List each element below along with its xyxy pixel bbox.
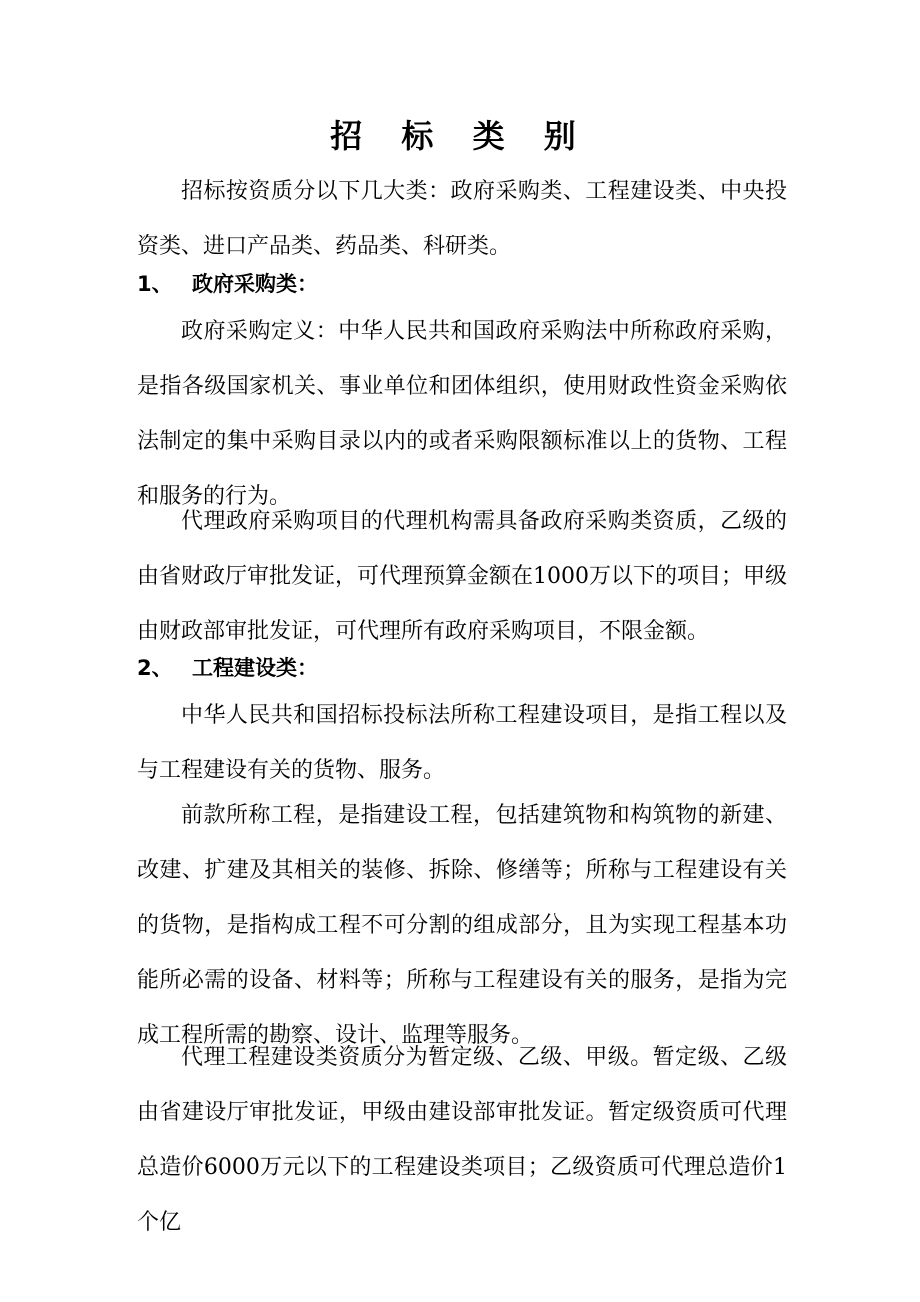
section-heading-government-procurement bbox=[137, 264, 787, 304]
paragraph-procurement-definition: 政府采购定义：中华人民共和国政府采购法中所称政府采购，是指各级国家机关、事业单位和团体组织，使用财政性资金采购依法制定的集中采购目录以内的或者采购限额标准以上的货物、工程和服务的行为。 bbox=[137, 319, 787, 509]
section-number: 2、 bbox=[137, 656, 173, 680]
paragraph-construction-definition: 中华人民共和国招标投标法所称工程建设项目，是指工程以及与工程建设有关的货物、服务。 bbox=[137, 703, 787, 783]
section-heading-label: 工程建设类： bbox=[192, 656, 318, 680]
section-number: 1、 bbox=[137, 272, 173, 296]
paragraph-construction-scope: 前款所称工程，是指建设工程，包括建筑物和构筑物的新建、改建、扩建及其相关的装修、拆除、修缮等；所称与工程建设有关的货物，是指构成工程不可分割的组成部分，且为实现工程基本功能所必需的设备、材料等；所称与工程建设有关的服务，是指为完成工程所需的勘察、设计、监理等服务。 bbox=[137, 803, 787, 1048]
section-heading-label: 政府采购类： bbox=[192, 272, 318, 296]
section-heading-construction bbox=[137, 648, 787, 688]
paragraph-construction-qualification: 代理工程建设类资质分为暂定级、乙级、甲级。暂定级、乙级由省建设厅审批发证，甲级由建设部审批发证。暂定级资质可代理总造价6000万元以下的工程建设类项目；乙级资质可代理总造价1个亿 bbox=[137, 1045, 787, 1235]
paragraph-procurement-agency: 代理政府采购项目的代理机构需具备政府采购类资质，乙级的由省财政厅审批发证，可代理预算金额在1000万以下的项目；甲级由财政部审批发证，可代理所有政府采购项目，不限金额。 bbox=[137, 509, 787, 644]
intro-paragraph: 招标按资质分以下几大类：政府采购类、工程建设类、中央投资类、进口产品类、药品类、科研类。 bbox=[137, 179, 787, 259]
document-title: 招 标 类 别 bbox=[330, 117, 590, 155]
